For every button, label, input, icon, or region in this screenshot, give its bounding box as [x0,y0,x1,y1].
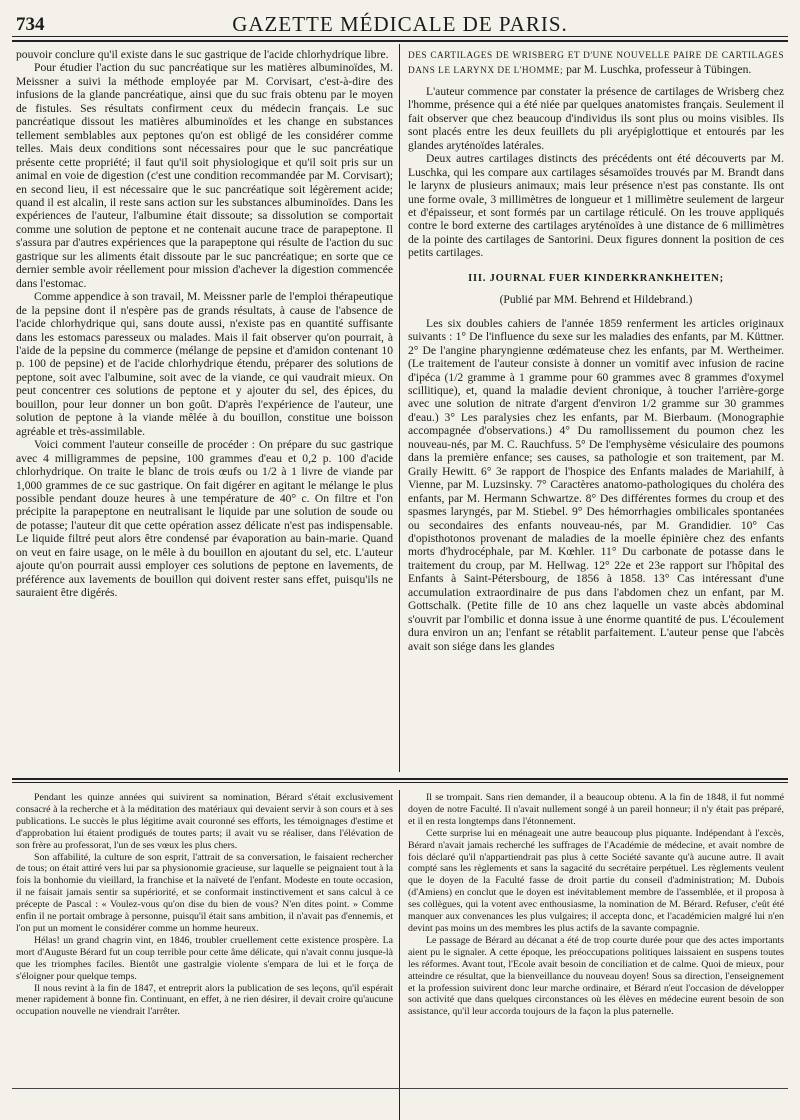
journal-title: GAZETTE MÉDICALE DE PARIS. [232,12,568,36]
paragraph: Il se trompait. Sans rien demander, il a beaucoup obtenu. A la fin de 1848, il fut nommé doyen de notre Faculté. Il n'avait nullement songé à un pareil honneur; il n'y était pas préparé, et il en resta longtemps dans l'étonnement. [408,792,784,827]
paragraph: Le passage de Bérard au décanat a été de trop courte durée pour que des actes importants aient pu le signaler. A cette époque, les préoccupations politiques laissaient en suspens toutes les réformes. Avant tout, l'Ecole avait besoin de conciliation et de calme. Quoi de mieux, pour atteindre ce résultat, que la bienveillance du nouveau doyen! Sous sa direction, l'enseignement et la profession suivirent donc leur marche ordinaire, et Bérard n'eut l'occasion de développer son activité que dans quelques circonstances où les élèves en médecine eurent besoin de son assistance, qu'il leur accorda toujours de la façon la plus paternelle. [408,934,784,1018]
paragraph: Cette surprise lui en ménageait une autre beaucoup plus piquante. Indépendant à l'excès, Bérard n'avait jamais recherché les suffrages de l'Académie de médecine, et avait nombre de fois déclaré qu'il n'appartiendrait pas plus à cette Société savante qu'à aucune autre. Il avait compté sans les règlements et sans la sagacité du secrétaire perpétuel. Les règlements veulent que le doyen de la Faculté fasse de droit partie du conseil d'administration; M. Dubois (d'Amiens) en conclut que le doyen est inévitablement membre de l'assemblée, et il proposa à ses collègues, qui la votent avec enthousiasme, la nomination de M. Bérard. Refuser, c'eût été manquer aux convenances les plus vulgaires; il accepta donc, et l'académicien malgré lui n'en devint pas moins un des membres les plus actifs de la savante compagnie. [408,827,784,934]
feuilleton-left-column [12,790,399,1120]
section-subtitle: (Publié par MM. Behrend et Hildebrand.) [499,293,693,307]
paragraph: Son affabilité, la culture de son esprit, l'attrait de sa conversation, le faisaient rechercher de tous; on était attiré vers lui par sa physionomie gracieuse, sur laquelle se peignaient tout à la fois la bonhomie du vieillard, la franchise et la naïveté de l'enfant. Modeste en toute occasion, il ne faisait jamais sentir sa supériorité, et se conformait instinctivement et sans calcul à ce précepte de Pascal : « Voulez-vous qu'on dise du bien de vous? N'en dites point. » Comme enfin il ne portait ombrage à personne, puisqu'il était sans ambition, il n'avait pas d'ennemis, et l'on put un moment le considérer comme un homme heureux. [16,851,393,934]
paragraph: pouvoir conclure qu'il existe dans le suc gastrique de l'acide chlorhydrique libre. [16,48,389,61]
paragraph: Voici comment l'auteur conseille de procéder : On prépare du suc gastrique avec 4 milligrammes de pepsine, 100 grammes d'eau et 0,2 p. 100 d'acide chlorhydrique. On traite le blanc de trois œufs ou 1/2 à 1 livre de viande par 1,000 grammes de ce suc gastrique. On fait digérer en agitant le mélange le plus possible pendant douze heures à une température de 40° c. On filtre et l'on précipite la parapeptone en neutralisant le liquide par une solution de soude ou de potasse; l'auteur dit que cette opération assez délicate n'est pas indispensable. Le liquide filtré peut alors être condensé par évaporation au bain-marie. Quand on veut en faire usage, on le mêle à du bouillon en ajoutant du sel, etc. L'auteur ajoute qu'on pourrait aussi employer ces solutions de peptone en lavements, de préférence aux lavements de bouillon qui doivent rester sans effet, puisqu'ils ne sauraient être digérés. [16,438,393,600]
paragraph: Deux autres cartilages distincts des précédents ont été découverts par M. Luschka, qui les compare aux cartilages sésamoïdes trouvés par M. Brandt dans le larynx de plusieurs animaux; mais leur présence n'est pas constante. Ils ont une forme ovale, 3 millimètres de longueur et 1 millimètre seulement de largeur et d'épaisseur, et sont formés par un cartilage réticulé. On les trouve appliqués contre le bord externe des cartilages aryténoïdes à une distance de 6 millimètres de la pointe des cartilages de Santorini. Deux figures donnent la position de ces petits cartilages. [408,152,784,260]
page-number: 734 [16,14,45,35]
feuilleton-divider [12,772,788,790]
bottom-rule [12,1088,788,1089]
left-column [12,42,399,772]
feuilleton [12,790,788,1120]
article-author: par M. Luschka, professeur à Tübingen. [566,63,752,77]
feuilleton-right-column [400,790,788,1120]
right-column [400,42,788,772]
page-header [12,0,788,42]
paragraph: Pour étudier l'action du suc pancréatique sur les matières albuminoïdes, M. Meissner a suivi la méthode employée par M. Corvisart, c'est-à-dire des infusions de la glande pancréatique, ainsi que du suc frais obtenu par le moyen de fistules. Ses résultats confirment ceux du médecin français. Le suc pancréatique dissout les matières albuminoïdes et les change en substances tellement semblables aux peptones qu'on est obligé de les considérer comme telles. Mais deux conditions sont nécessaires pour que le suc pancréatique présente cette propriété; il faut qu'il soit physiologique et qu'il soit pris sur un animal en voie de digestion (c'est une condition recommandée par M. Corvisart); en second lieu, il est nécessaire que le suc pancréatique soit légèrement acide; quand il est alcalin, il reste sans action sur les substances albuminoïdes. Dans les expériences de l'auteur, l'albumine était dissoute; sa dissolution se comportait comme une solution de peptone et ne contenait aucune trace de parapeptone. Il s'assura par d'autres expériences que la parapeptone qui résulte de l'action du suc gastrique sur les aliments était dissoute par le suc pancréatique; en sorte que ce dernier semble avoir réellement pour mission d'achever la digestion commencée dans l'estomac. [16,61,393,290]
paragraph: Hélas! un grand chagrin vint, en 1846, troubler cruellement cette existence prospère. La mort d'Auguste Bérard fut un coup terrible pour cette âme délicate, qui n'avait connu jusque-là que les triomphes faciles. Bientôt une gastralgie violente s'empara de lui et le força de s'éloigner pour quelque temps. [16,934,393,982]
main-article-area [12,42,788,772]
article-heading: DES CARTILAGES DE WRISBERG ET D'UNE NOUVELLE PAIRE DE CARTILAGES DANS LE LARYNX DE L'HOMME; [408,51,784,77]
paragraph: L'auteur commence par constater la présence de cartilages de Wrisberg chez l'homme, présence qui a été niée par quelques anatomistes français. Seulement il fait observer que chez beaucoup d'individus ils sont plus ou moins visibles. Ils sont placés entre les deux feuillets du pli aryépiglottique et entourés par les glandes aryténoïdes latérales. [408,84,784,152]
paragraph: Comme appendice à son travail, M. Meissner parle de l'emploi thérapeutique de la pepsine dont il n'espère pas de grands résultats, à cause de l'absence de l'acide chlorhydrique qui, sans doute aussi, n'existe pas en quantité suffisante dans les estomacs paresseux ou malades. Mais il fait observer qu'on pourrait, à l'aide de la pepsine du commerce (mélange de pepsine et d'amidon contenant 10 p. 100 de pepsine) et de l'acide chlorhydrique étendu, préparer des solutions de peptone, soit avec l'albumine, soit avec de la viande, ce qui vaudrait mieux. On peut concentrer ces solutions de peptone et y ajouter du sel, des épices, du bouillon, pour leur donner un bon goût. D'après l'expérience de l'auteur, une solution de peptone à la viande mêlée à du bouillon, constitue une boisson agréable et très-assimilable. [16,290,393,438]
section-title: III. JOURNAL FUER KINDERKRANKHEITEN; [468,272,724,284]
paragraph: Pendant les quinze années qui suivirent sa nomination, Bérard s'était exclusivement consacré à la recherche et à la méditation des matériaux qui devaient servir à son cours et à ses publications. Le succès le plus légitime avait couronné ses efforts, les témoignages d'estime et d'approbation lui étaient prodigués de toutes parts; il avait vu se réaliser, dans l'élévation de son frère au professorat, l'un de ses vœux les plus chers. [16,792,393,851]
paragraph: Il nous revint à la fin de 1847, et entreprit alors la publication de ses leçons, qu'il espérait mener rapidement à bonne fin. Continuant, en effet, à ne rien désirer, il devait croire qu'aucune occupation nouvelle ne viendrait l'arrêter. [16,982,393,1018]
paragraph: Les six doubles cahiers de l'année 1859 renferment les articles originaux suivants : 1° De l'influence du sexe sur les maladies des enfants, par M. Küttner. 2° De l'angine pharyngienne œdémateuse chez les enfants, par M. Wertheimer. (Le traitement de l'auteur consiste à donner un vomitif avec infusion de racine d'ipéca (1/2 gramme à 1 gramme pour 60 grammes avec 8 grammes d'oxymel scillitique), et, quand la maladie devient chronique, à toucher l'arrière-gorge avec une solution de nitrate d'argent d'environ 1/2 gramme sur 30 grammes d'eau.) 3° Les paralysies chez les enfants, par M. Bierbaum. (Monographie accompagnée d'observations.) 4° Du ramollissement du poumon chez les nouveau-nés, par M. C. Rauchfuss. 5° De l'emphysème vésiculaire des poumons dans la première enfance; ses causes, sa pathologie et son traitement, par M. Graily Hewitt. 6° 3e rapport de l'hospice des Enfants malades de Mariahilf, à Vienne, par M. Luzsinsky. 7° Caractères anatomo-pathologiques du choléra des enfants, par M. Hermann Schwartze. 8° Des différentes formes du croup et des spasmes laryngés, par M. Stiebel. 9° Des hémorrhagies ombilicales spontanées ou secondaires des enfants nouveau-nés, par M. Grandidier. 10° Cas d'opisthotonos provenant de maladies de la moelle épinière chez des enfants morts d'hydrocéphale, par M. Kœhler. 11° Du carbonate de potasse dans le traitement du croup, par M. Hellwag. 12° 22e et 23e rapport sur l'hôpital des Enfants à Saint-Pétersbourg, de 1856 à 1858. 13° Cas intéressant d'une accumulation extraordinaire de pus dans l'abdomen chez un enfant, par M. Gottschalk. (Petite fille de 10 ans chez laquelle un vaste abcès abdominal s'ouvrit par l'ombilic et donna issue à une énorme quantité de pus. L'écoulement dura environ un an; l'enfant se rétablit parfaitement. L'auteur pense que l'abcès avait son siége dans les glandes [408,316,784,653]
header-rule [12,36,788,37]
